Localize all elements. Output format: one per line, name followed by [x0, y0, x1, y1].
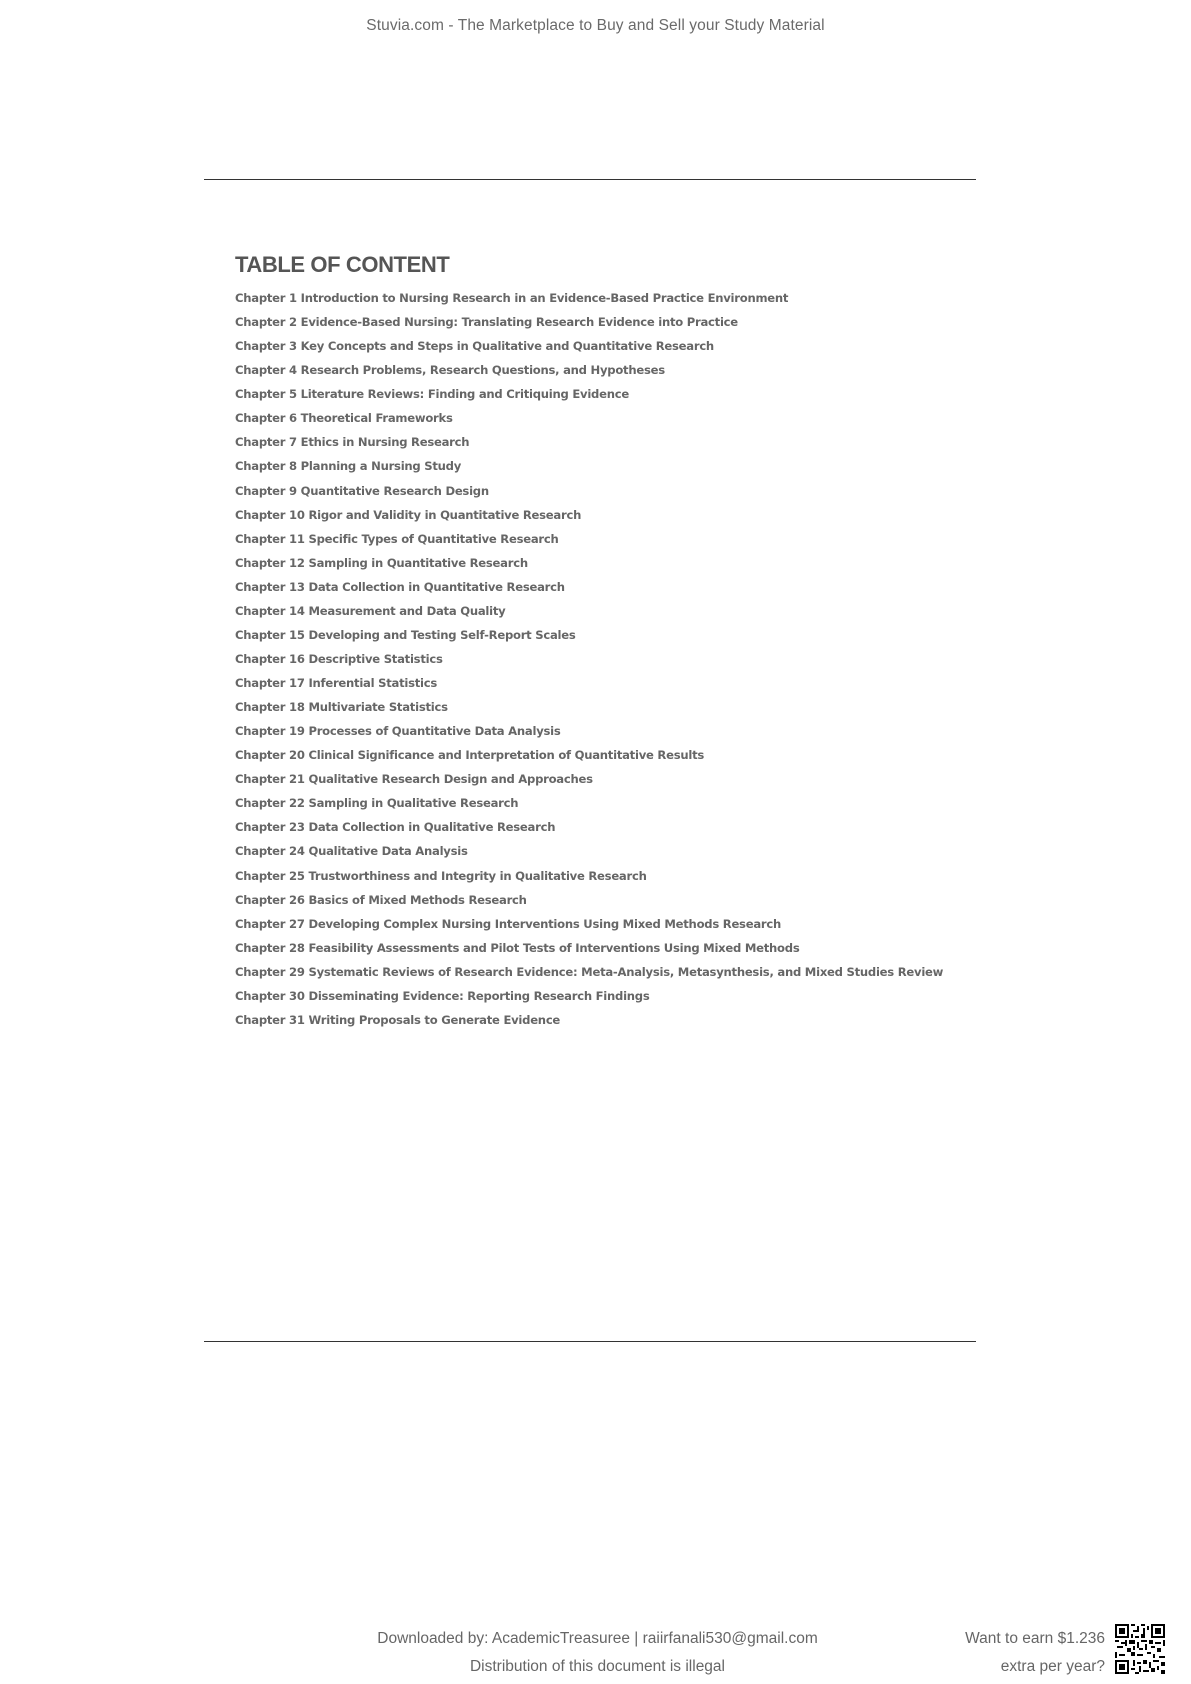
toc-chapter-item[interactable]: Chapter 16 Descriptive Statistics	[235, 651, 443, 666]
toc-chapter-item[interactable]: Chapter 9 Quantitative Research Design	[235, 483, 489, 498]
toc-chapter-item[interactable]: Chapter 18 Multivariate Statistics	[235, 700, 448, 715]
toc-chapter-item[interactable]: Chapter 30 Disseminating Evidence: Reporting Research Findings	[235, 988, 650, 1003]
earn-promo[interactable]	[965, 1625, 1105, 1681]
toc-chapter-item[interactable]: Chapter 15 Developing and Testing Self-Report Scales	[235, 627, 576, 642]
bottom-divider	[204, 1341, 976, 1342]
toc-chapter-item[interactable]: Chapter 25 Trustworthiness and Integrity in Qualitative Research	[235, 868, 647, 883]
toc-chapter-item[interactable]: Chapter 17 Inferential Statistics	[235, 676, 438, 690]
toc-chapter-item[interactable]: Chapter 23 Data Collection in Qualitative Research	[235, 820, 556, 835]
toc-chapter-item[interactable]: Chapter 2 Evidence-Based Nursing: Translating Research Evidence into Practice	[235, 315, 738, 330]
toc-chapter-item[interactable]: Chapter 26 Basics of Mixed Methods Research	[235, 892, 527, 907]
toc-chapter-item[interactable]: Chapter 12 Sampling in Quantitative Research	[235, 555, 528, 570]
table-of-content	[235, 252, 995, 1032]
toc-chapter-item[interactable]: Chapter 20 Clinical Significance and Interpretation of Quantitative Results	[235, 748, 705, 763]
toc-chapter-item[interactable]: Chapter 14 Measurement and Data Quality	[235, 603, 506, 618]
toc-chapter-item[interactable]: Chapter 4 Research Problems, Research Questions, and Hypotheses	[235, 363, 665, 378]
toc-chapter-item[interactable]: Chapter 29 Systematic Reviews of Research Evidence: Meta-Analysis, Metasynthesis, and Mixed Studies Review	[235, 964, 944, 979]
toc-chapter-item[interactable]: Chapter 22 Sampling in Qualitative Research	[235, 796, 519, 811]
toc-chapter-item[interactable]: Chapter 3 Key Concepts and Steps in Qualitative and Quantitative Research	[235, 339, 714, 354]
toc-chapter-item[interactable]: Chapter 5 Literature Reviews: Finding and Critiquing Evidence	[235, 387, 629, 402]
toc-chapter-item[interactable]: Chapter 10 Rigor and Validity in Quantitative Research	[235, 507, 582, 522]
earn-line-2: extra per year?	[1000, 1658, 1105, 1675]
toc-title: TABLE OF CONTENT	[235, 252, 450, 277]
distribution-notice: Distribution of this document is illegal	[469, 1658, 725, 1675]
toc-chapter-item[interactable]: Chapter 27 Developing Complex Nursing Interventions Using Mixed Methods Research	[235, 916, 781, 931]
toc-chapter-item[interactable]: Chapter 24 Qualitative Data Analysis	[235, 844, 468, 859]
toc-chapter-item[interactable]: Chapter 1 Introduction to Nursing Research in an Evidence-Based Practice Environment	[235, 291, 789, 305]
earn-line-1: Want to earn $1.236	[965, 1630, 1105, 1647]
toc-chapter-item[interactable]: Chapter 13 Data Collection in Quantitative Research	[235, 579, 565, 594]
toc-chapter-item[interactable]: Chapter 19 Processes of Quantitative Data Analysis	[235, 724, 561, 739]
chapter-list	[235, 286, 995, 1032]
toc-chapter-item[interactable]: Chapter 21 Qualitative Research Design and Approaches	[235, 772, 593, 787]
toc-chapter-item[interactable]: Chapter 8 Planning a Nursing Study	[235, 459, 462, 474]
toc-chapter-item[interactable]: Chapter 6 Theoretical Frameworks	[235, 411, 453, 426]
toc-chapter-item[interactable]: Chapter 7 Ethics in Nursing Research	[235, 435, 470, 450]
toc-chapter-item[interactable]: Chapter 11 Specific Types of Quantitative Research	[235, 531, 559, 546]
stuvia-header: Stuvia.com - The Marketplace to Buy and Sell your Study Material	[366, 17, 825, 34]
top-divider	[204, 179, 976, 180]
toc-chapter-item[interactable]: Chapter 28 Feasibility Assessments and Pilot Tests of Interventions Using Mixed Methods	[235, 940, 800, 955]
qr-code-icon[interactable]	[1115, 1624, 1165, 1674]
downloaded-by-text: Downloaded by: AcademicTreasuree | raiirfanali530@gmail.com	[377, 1630, 818, 1647]
toc-chapter-item[interactable]: Chapter 31 Writing Proposals to Generate Evidence	[235, 1012, 561, 1027]
